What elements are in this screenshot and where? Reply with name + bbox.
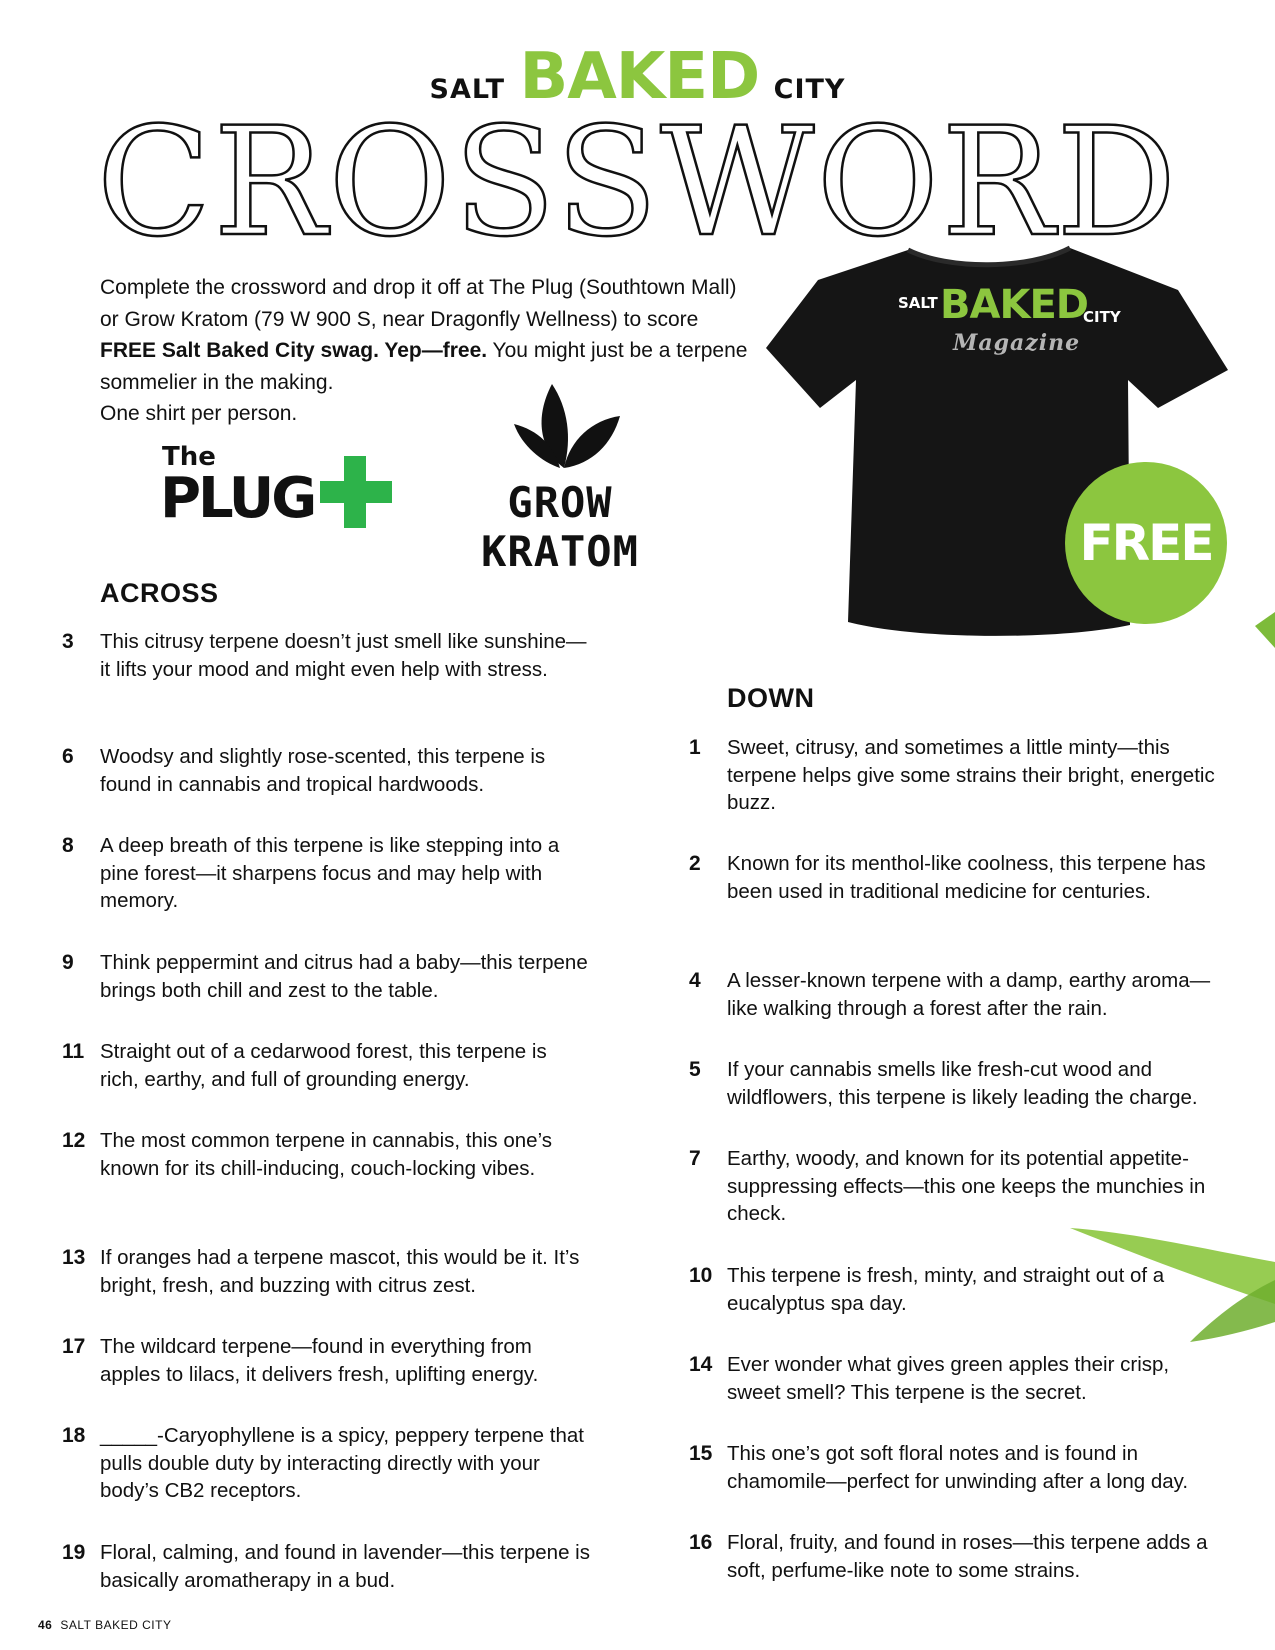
intro-bold: FREE Salt Baked City swag. Yep—free. xyxy=(100,339,488,362)
clue-down-2 xyxy=(689,850,1227,905)
clue-number: 19 xyxy=(62,1541,86,1564)
clue-across-18 xyxy=(62,1422,590,1505)
shirt-magazine: Magazine xyxy=(953,330,1081,356)
clue-across-9 xyxy=(62,949,590,1004)
plug-logo-the: The xyxy=(162,442,216,472)
clue-text: Earthy, woody, and known for its potential appetite-suppressing effects—this one keeps the munchies in check. xyxy=(727,1147,1206,1225)
clue-number: 3 xyxy=(62,630,74,653)
clue-text: Woodsy and slightly rose-scented, this terpene is found in cannabis and tropical hardwoods. xyxy=(100,745,546,796)
grow-kratom-logo xyxy=(440,380,680,576)
page-number: 46 xyxy=(38,1618,53,1632)
clue-number: 12 xyxy=(62,1129,86,1152)
intro-note: One shirt per person. xyxy=(100,402,298,425)
masthead-baked: BAKED xyxy=(519,40,760,114)
clue-text: Floral, fruity, and found in roses—this terpene adds a soft, perfume-like note to some strains. xyxy=(727,1531,1208,1582)
clue-number: 18 xyxy=(62,1424,86,1447)
clue-across-11 xyxy=(62,1038,590,1093)
clue-text: If oranges had a terpene mascot, this would be it. It’s bright, fresh, and buzzing with citrus zest. xyxy=(100,1246,580,1297)
clue-number: 14 xyxy=(689,1353,713,1376)
clue-number: 17 xyxy=(62,1335,86,1358)
clue-text: Think peppermint and citrus had a baby—this terpene brings both chill and zest to the table. xyxy=(100,951,588,1002)
clue-across-12 xyxy=(62,1127,590,1182)
clue-number: 16 xyxy=(689,1531,713,1554)
cannabis-leaf-icon xyxy=(1255,612,1275,652)
clue-text: This citrusy terpene doesn’t just smell like sunshine—it lifts your mood and might even help with stress. xyxy=(100,630,587,681)
clue-down-7 xyxy=(689,1145,1227,1228)
shirt-city: CITY xyxy=(1083,308,1121,326)
clue-number: 8 xyxy=(62,834,74,857)
clue-text: Ever wonder what gives green apples their crisp, sweet smell? This terpene is the secret. xyxy=(727,1353,1170,1404)
clue-text: _____-Caryophyllene is a spicy, peppery terpene that pulls double duty by interacting directly with your body’s CB2 receptors. xyxy=(100,1424,584,1502)
clue-across-17 xyxy=(62,1333,590,1388)
clue-number: 7 xyxy=(689,1147,701,1170)
leaf-icon xyxy=(512,380,622,470)
the-plug-logo xyxy=(160,438,385,531)
clue-number: 6 xyxy=(62,745,74,768)
clue-down-16 xyxy=(689,1529,1227,1584)
plus-icon xyxy=(320,456,392,528)
clue-number: 13 xyxy=(62,1246,86,1269)
clue-text: The wildcard terpene—found in everything from apples to lilacs, it delivers fresh, uplifting energy. xyxy=(100,1335,539,1386)
clue-down-5 xyxy=(689,1056,1227,1111)
clue-down-14 xyxy=(689,1351,1227,1406)
clue-text: Floral, calming, and found in lavender—this terpene is basically aromatherapy in a bud. xyxy=(100,1541,590,1592)
clue-number: 1 xyxy=(689,736,701,759)
clue-text: Straight out of a cedarwood forest, this terpene is rich, earthy, and full of grounding energy. xyxy=(100,1040,547,1091)
across-heading: ACROSS xyxy=(100,578,219,608)
clue-down-1 xyxy=(689,734,1227,817)
clue-text: A deep breath of this terpene is like stepping into a pine forest—it sharpens focus and may help with memory. xyxy=(100,834,560,912)
clue-text: This terpene is fresh, minty, and straight out of a eucalyptus spa day. xyxy=(727,1264,1165,1315)
clue-number: 5 xyxy=(689,1058,701,1081)
clue-number: 10 xyxy=(689,1264,713,1287)
clue-text: If your cannabis smells like fresh-cut wood and wildflowers, this terpene is likely leading the charge. xyxy=(727,1058,1198,1109)
clue-text: A lesser-known terpene with a damp, earthy aroma—like walking through a forest after the rain. xyxy=(727,969,1211,1020)
clue-number: 9 xyxy=(62,951,74,974)
clue-text: Sweet, citrusy, and sometimes a little minty—this terpene helps give some strains their bright, energetic buzz. xyxy=(727,736,1215,814)
clue-number: 15 xyxy=(689,1442,713,1465)
clue-across-3 xyxy=(62,628,590,683)
clue-down-4 xyxy=(689,967,1227,1022)
clue-down-15 xyxy=(689,1440,1227,1495)
publication-name: SALT BAKED CITY xyxy=(60,1618,172,1632)
intro-text-a: Complete the crossword and drop it off at The Plug (Southtown Mall) or Grow Kratom (79 W 900 S, near Dragonfly Wellness) to score xyxy=(100,276,737,331)
shirt-baked: BAKED xyxy=(940,282,1088,328)
clue-text: The most common terpene in cannabis, this one’s known for its chill-inducing, couch-locking vibes. xyxy=(100,1129,553,1180)
masthead-salt: SALT xyxy=(429,74,505,105)
down-heading: DOWN xyxy=(727,683,815,713)
page-footer xyxy=(38,1618,171,1632)
clue-across-6 xyxy=(62,743,590,798)
clue-number: 4 xyxy=(689,969,701,992)
masthead-city: CITY xyxy=(773,74,846,105)
kratom-wordmark: GROW KRATOM xyxy=(481,478,639,576)
clue-number: 11 xyxy=(62,1040,85,1063)
clue-number: 2 xyxy=(689,852,701,875)
intro-text-b: You might just be a terpene sommelier in the making. xyxy=(100,339,748,394)
page-title: CROSSWORD xyxy=(96,96,1179,270)
clue-across-8 xyxy=(62,832,590,915)
plug-logo-word: PLUG xyxy=(160,466,315,531)
shirt-salt: SALT xyxy=(898,294,938,312)
free-badge: FREE xyxy=(1065,462,1227,624)
clue-across-13 xyxy=(62,1244,590,1299)
clue-text: This one’s got soft floral notes and is found in chamomile—perfect for unwinding after a long day. xyxy=(727,1442,1189,1493)
clue-down-10 xyxy=(689,1262,1227,1317)
clue-text: Known for its menthol-like coolness, this terpene has been used in traditional medicine for centuries. xyxy=(727,852,1206,903)
clue-across-19 xyxy=(62,1539,590,1594)
